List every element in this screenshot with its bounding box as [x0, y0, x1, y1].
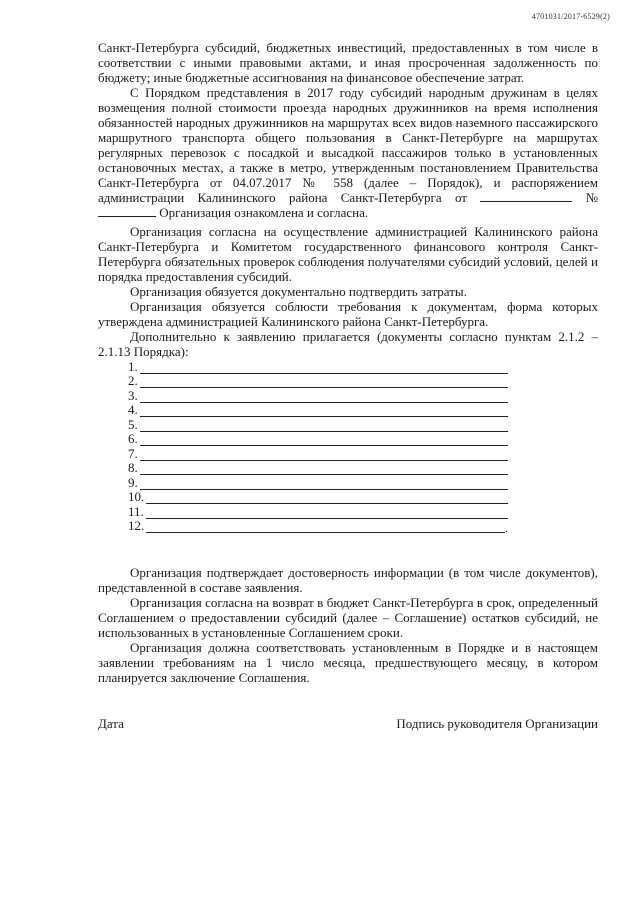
document-body — [98, 40, 598, 685]
list-end-mark: . — [504, 520, 508, 535]
attachment-row[interactable] — [128, 446, 508, 461]
attachment-number: 3. — [128, 387, 138, 403]
paragraph-requirements: Организация обязуется соблюсти требования к документам, форма которых утверждена администрацией Калининского района Санкт-Петербурга. — [98, 299, 598, 329]
attachment-line[interactable] — [140, 420, 508, 432]
document-code: 4701031/2017-6529(2) — [531, 12, 610, 21]
attachment-line[interactable] — [140, 449, 508, 461]
attachment-number: 8. — [128, 460, 138, 475]
order-date-blank[interactable] — [480, 190, 572, 202]
attachment-row[interactable] — [128, 388, 508, 403]
attachment-line[interactable] — [146, 492, 508, 504]
paragraph-attachments-intro: Дополнительно к заявлению прилагается (документы согласно пунктам 2.1.2 – 2.1.13 Порядка): — [98, 329, 598, 359]
attachment-row[interactable] — [128, 461, 508, 476]
attachment-number: 6. — [128, 431, 138, 446]
paragraph-procedure — [98, 85, 598, 220]
attachment-line[interactable] — [140, 434, 508, 446]
attachment-row[interactable] — [128, 490, 508, 505]
attachment-row[interactable] — [128, 403, 508, 418]
paragraph-compliance: Организация должна соответствовать установленным в Порядке и в настоящем заявлении требованиям на 1 число месяца, предшествующего месяцу, в котором планируется заключение Соглашения. — [98, 640, 598, 685]
attachment-number: 11. — [128, 503, 144, 519]
attachments-list — [128, 359, 508, 533]
attachment-number: 5. — [128, 416, 138, 432]
attachment-number: 7. — [128, 445, 138, 461]
number-sign: № — [585, 190, 598, 205]
attachment-row[interactable] — [128, 504, 508, 519]
attachment-row[interactable] — [128, 519, 508, 534]
attachment-line[interactable] — [140, 391, 508, 403]
attachment-row[interactable] — [128, 475, 508, 490]
attachment-row[interactable] — [128, 432, 508, 447]
attachment-number: 10. — [128, 489, 145, 504]
attachment-line[interactable] — [140, 478, 508, 490]
attachment-row[interactable] — [128, 359, 508, 374]
order-number-blank[interactable] — [98, 205, 156, 217]
attachment-number: 12. — [128, 518, 145, 533]
attachment-row[interactable] — [128, 417, 508, 432]
attachment-number: 2. — [128, 373, 138, 388]
procedure-text: С Порядком представления в 2017 году субсидий народным дружинам в целях возмещения полной стоимости проезда народных дружинников на время исполнения обязанностей народных дружинников на маршрутах всех видов наземного пассажирского маршрутного транспорта общего пользования в Санкт-Петербурге на маршрутах регулярных перевозок с посадкой и высадкой пассажиров только в установленных остановочных местах, а также в метро, утвержденным постановлением Правительства Санкт-Петербурга от 04.07.2017 № 558 (далее – Порядок), и распоряжением администрации Калининского района Санкт-Петербурга от — [98, 85, 598, 205]
attachment-number: 9. — [128, 474, 138, 490]
paragraph-refund: Организация согласна на возврат в бюджет Санкт-Петербурга в срок, определенный Соглашением о предоставлении субсидий (далее – Соглашение) остатков субсидий, не использованных в установленные Соглашением сроки. — [98, 595, 598, 640]
attachment-number: 1. — [128, 358, 138, 374]
attachment-line[interactable] — [140, 376, 508, 388]
attachment-line[interactable] — [146, 521, 505, 533]
attachment-line[interactable] — [140, 405, 508, 417]
paragraph-continuation: Санкт-Петербурга субсидий, бюджетных инвестиций, предоставленных в том числе в соответствии с иными правовыми актами, и иная просроченная задолженность по бюджету; иные бюджетные ассигнования на финансовое обеспечение затрат. — [98, 40, 598, 85]
attachment-line[interactable] — [140, 463, 508, 475]
attachment-number: 4. — [128, 402, 138, 417]
signature-label: Подпись руководителя Организации — [396, 716, 598, 731]
attachment-line[interactable] — [146, 507, 508, 519]
paragraph-inspections: Организация согласна на осуществление администрацией Калининского района Санкт-Петербурга и Комитетом государственного финансового контроля Санкт-Петербурга обязательных проверок соблюдения получателями субсидий условий, целей и порядка предоставления субсидий. — [98, 224, 598, 284]
attachment-row[interactable] — [128, 374, 508, 389]
signature-row — [98, 716, 598, 732]
date-label: Дата — [98, 716, 124, 731]
paragraph-reliability: Организация подтверждает достоверность информации (в том числе документов), представленной в составе заявления. — [98, 565, 598, 595]
attachment-line[interactable] — [140, 362, 508, 374]
procedure-agreement: Организация ознакомлена и согласна. — [159, 205, 369, 220]
paragraph-costs: Организация обязуется документально подтвердить затраты. — [130, 284, 467, 299]
